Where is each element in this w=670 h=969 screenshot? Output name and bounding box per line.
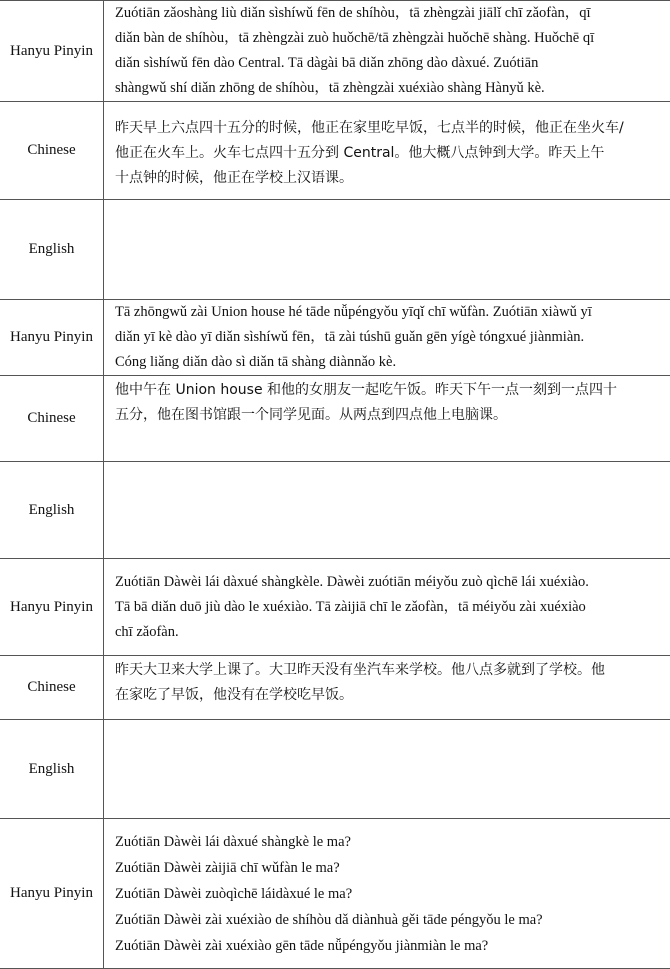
row-label: Chinese	[0, 656, 104, 720]
text-line: 十点钟的时候，他正在学校上汉语课。	[115, 166, 662, 191]
chinese-text	[104, 656, 670, 720]
table-row	[0, 559, 670, 656]
question-line: Zuótiān Dàwèi zài xuéxiào de shíhòu dǎ diànhuà gěi tāde péngyǒu le ma?	[115, 907, 662, 933]
text-line: chī zǎofàn.	[115, 620, 662, 645]
text-line: Zuótiān zǎoshàng liù diǎn sìshíwǔ fēn de shíhòu，tā zhèngzài jiālǐ chī zǎofàn，qī	[115, 1, 662, 26]
question-line: Zuótiān Dàwèi zuòqìchē láidàxué le ma?	[115, 881, 662, 907]
question-line: Zuótiān Dàwèi zài xuéxiào gēn tāde nǚpéngyǒu jiànmiàn le ma?	[115, 933, 662, 959]
pinyin-questions	[104, 819, 670, 969]
table-row	[0, 200, 670, 300]
text-line: Zuótiān Dàwèi lái dàxué shàngkèle. Dàwèi zuótiān méiyǒu zuò qìchē lái xuéxiào.	[115, 570, 662, 595]
row-label: Hanyu Pinyin	[0, 559, 104, 656]
chinese-text	[104, 376, 670, 462]
text-line: 五分，他在图书馆跟一个同学见面。从两点到四点他上电脑课。	[115, 403, 662, 428]
row-label: Hanyu Pinyin	[0, 300, 104, 376]
english-answer-field[interactable]	[104, 720, 670, 819]
row-label: Hanyu Pinyin	[0, 819, 104, 969]
table-row	[0, 300, 670, 376]
text-line: diǎn sìshíwǔ fēn dào Central. Tā dàgài bā diǎn zhōng dào dàxué. Zuótiān	[115, 51, 662, 76]
table-row	[0, 720, 670, 819]
table-row	[0, 1, 670, 102]
row-label: English	[0, 720, 104, 819]
row-label: English	[0, 200, 104, 300]
question-line: Zuótiān Dàwèi lái dàxué shàngkè le ma?	[115, 829, 662, 855]
text-line: 昨天早上六点四十五分的时候，他正在家里吃早饭，七点半的时候，他正在坐火车/	[115, 116, 662, 141]
text-line: diǎn yī kè dào yī diǎn sìshíwǔ fēn，tā zài túshū guǎn gēn yígè tóngxué jiànmiàn.	[115, 325, 662, 350]
table-row	[0, 102, 670, 200]
english-answer-field[interactable]	[104, 462, 670, 559]
text-line: Tā zhōngwǔ zài Union house hé tāde nǚpéngyǒu yīqǐ chī wǔfàn. Zuótiān xiàwǔ yī	[115, 300, 662, 325]
row-label: Hanyu Pinyin	[0, 1, 104, 102]
pinyin-text	[104, 1, 670, 102]
pinyin-text	[104, 300, 670, 376]
chinese-text	[104, 102, 670, 200]
text-line: Cóng liǎng diǎn dào sì diǎn tā shàng diànnǎo kè.	[115, 350, 662, 375]
text-line: diǎn bàn de shíhòu，tā zhèngzài zuò huǒchē/tā zhèngzài huǒchē shàng. Huǒchē qī	[115, 26, 662, 51]
text-line: 他中午在 Union house 和他的女朋友一起吃午饭。昨天下午一点一刻到一点四十	[115, 378, 662, 403]
text-line: 他正在火车上。火车七点四十五分到 Central。他大概八点钟到大学。昨天上午	[115, 141, 662, 166]
table-row	[0, 819, 670, 969]
text-line: Tā bā diǎn duō jiù dào le xuéxiào. Tā zàijiā chī le zǎofàn，tā méiyǒu zài xuéxiào	[115, 595, 662, 620]
table-row	[0, 462, 670, 559]
row-label: Chinese	[0, 102, 104, 200]
table-row	[0, 656, 670, 720]
text-line: 昨天大卫来大学上课了。大卫昨天没有坐汽车来学校。他八点多就到了学校。他	[115, 658, 662, 683]
text-line: 在家吃了早饭，他没有在学校吃早饭。	[115, 683, 662, 708]
pinyin-text	[104, 559, 670, 656]
row-label: English	[0, 462, 104, 559]
row-label: Chinese	[0, 376, 104, 462]
english-answer-field[interactable]	[104, 200, 670, 300]
question-line: Zuótiān Dàwèi zàijiā chī wǔfàn le ma?	[115, 855, 662, 881]
table-row	[0, 376, 670, 462]
text-line: shàngwǔ shí diǎn zhōng de shíhòu，tā zhèngzài xuéxiào shàng Hànyǔ kè.	[115, 76, 662, 101]
